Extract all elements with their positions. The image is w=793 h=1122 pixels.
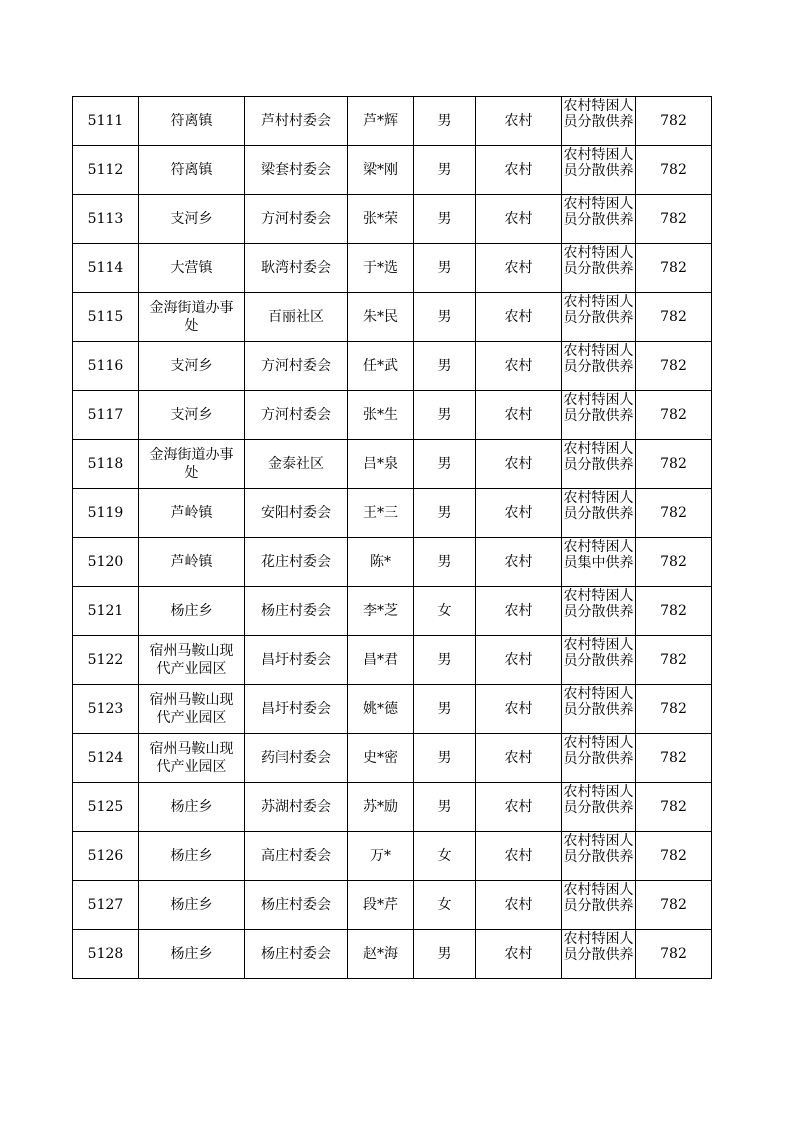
household-type-cell: 农村 <box>476 538 562 587</box>
gender-cell: 男 <box>414 146 476 195</box>
village-cell: 方河村委会 <box>245 195 348 244</box>
assistance-type-text: 农村特困人员分散供养 <box>563 685 634 718</box>
serial-number-cell: 5121 <box>73 587 139 636</box>
assistance-type-text: 农村特困人员分散供养 <box>563 489 634 522</box>
assistance-type-cell <box>562 146 636 195</box>
name-cell: 李*芝 <box>348 587 414 636</box>
table-row <box>73 685 712 734</box>
town-cell <box>139 391 245 440</box>
household-type-cell: 农村 <box>476 146 562 195</box>
gender-cell: 女 <box>414 832 476 881</box>
assistance-type-cell <box>562 538 636 587</box>
household-type-cell: 农村 <box>476 930 562 979</box>
village-cell: 药闫村委会 <box>245 734 348 783</box>
town-cell <box>139 244 245 293</box>
town-cell <box>139 342 245 391</box>
gender-cell: 男 <box>414 489 476 538</box>
amount-cell: 782 <box>636 146 712 195</box>
assistance-type-text: 农村特困人员分散供养 <box>563 342 634 375</box>
amount-cell: 782 <box>636 685 712 734</box>
assistance-type-cell <box>562 195 636 244</box>
village-cell: 金泰社区 <box>245 440 348 489</box>
table-row <box>73 930 712 979</box>
village-cell: 梁套村委会 <box>245 146 348 195</box>
town-cell <box>139 881 245 930</box>
table-row <box>73 783 712 832</box>
amount-cell: 782 <box>636 538 712 587</box>
table-row <box>73 195 712 244</box>
name-cell: 张*荣 <box>348 195 414 244</box>
town-text: 芦岭镇 <box>170 505 213 521</box>
table-row <box>73 538 712 587</box>
assistance-type-text: 农村特困人员分散供养 <box>563 734 634 767</box>
town-cell <box>139 146 245 195</box>
assistance-type-cell <box>562 783 636 832</box>
village-cell: 方河村委会 <box>245 342 348 391</box>
table-row <box>73 587 712 636</box>
name-cell: 王*三 <box>348 489 414 538</box>
household-type-cell: 农村 <box>476 734 562 783</box>
assistance-type-text: 农村特困人员分散供养 <box>563 832 634 865</box>
town-cell <box>139 489 245 538</box>
town-text: 杨庄乡 <box>170 897 213 913</box>
serial-number-cell: 5125 <box>73 783 139 832</box>
gender-cell: 男 <box>414 391 476 440</box>
village-cell: 方河村委会 <box>245 391 348 440</box>
amount-cell: 782 <box>636 783 712 832</box>
village-cell: 芦村村委会 <box>245 97 348 146</box>
town-text: 杨庄乡 <box>170 799 213 815</box>
household-type-cell: 农村 <box>476 244 562 293</box>
amount-cell: 782 <box>636 440 712 489</box>
gender-cell: 男 <box>414 685 476 734</box>
household-type-cell: 农村 <box>476 881 562 930</box>
town-text: 杨庄乡 <box>170 848 213 864</box>
amount-cell: 782 <box>636 195 712 244</box>
town-cell <box>139 587 245 636</box>
assistance-type-text: 农村特困人员分散供养 <box>563 881 634 914</box>
name-cell: 吕*泉 <box>348 440 414 489</box>
table-row <box>73 293 712 342</box>
serial-number-cell: 5123 <box>73 685 139 734</box>
assistance-type-cell <box>562 293 636 342</box>
town-text: 杨庄乡 <box>170 946 213 962</box>
town-text: 符离镇 <box>170 162 213 178</box>
amount-cell: 782 <box>636 489 712 538</box>
amount-cell: 782 <box>636 587 712 636</box>
recipient-table <box>72 96 712 979</box>
town-cell <box>139 636 245 685</box>
name-cell: 梁*刚 <box>348 146 414 195</box>
assistance-type-cell <box>562 587 636 636</box>
name-cell: 陈* <box>348 538 414 587</box>
town-text: 杨庄乡 <box>170 603 213 619</box>
serial-number-cell: 5112 <box>73 146 139 195</box>
town-text: 芦岭镇 <box>170 554 213 570</box>
gender-cell: 男 <box>414 734 476 783</box>
town-text: 大营镇 <box>170 260 213 276</box>
amount-cell: 782 <box>636 881 712 930</box>
assistance-type-cell <box>562 97 636 146</box>
village-cell: 耿湾村委会 <box>245 244 348 293</box>
name-cell: 昌*君 <box>348 636 414 685</box>
town-text: 支河乡 <box>170 211 213 227</box>
name-cell: 任*武 <box>348 342 414 391</box>
assistance-type-text: 农村特困人员分散供养 <box>563 391 634 424</box>
serial-number-cell: 5122 <box>73 636 139 685</box>
assistance-type-text: 农村特困人员分散供养 <box>563 195 634 228</box>
village-cell: 杨庄村委会 <box>245 930 348 979</box>
village-cell: 杨庄村委会 <box>245 881 348 930</box>
gender-cell: 男 <box>414 440 476 489</box>
gender-cell: 男 <box>414 930 476 979</box>
town-text: 支河乡 <box>170 358 213 374</box>
assistance-type-text: 农村特困人员集中供养 <box>563 538 634 571</box>
amount-cell: 782 <box>636 930 712 979</box>
assistance-type-cell <box>562 930 636 979</box>
gender-cell: 女 <box>414 881 476 930</box>
gender-cell: 女 <box>414 587 476 636</box>
serial-number-cell: 5128 <box>73 930 139 979</box>
assistance-type-cell <box>562 881 636 930</box>
name-cell: 于*选 <box>348 244 414 293</box>
table-row <box>73 881 712 930</box>
town-cell <box>139 734 245 783</box>
serial-number-cell: 5124 <box>73 734 139 783</box>
household-type-cell: 农村 <box>476 195 562 244</box>
name-cell: 史*密 <box>348 734 414 783</box>
village-cell: 百丽社区 <box>245 293 348 342</box>
town-cell <box>139 538 245 587</box>
village-cell: 花庄村委会 <box>245 538 348 587</box>
assistance-type-cell <box>562 734 636 783</box>
household-type-cell: 农村 <box>476 685 562 734</box>
assistance-type-cell <box>562 244 636 293</box>
serial-number-cell: 5115 <box>73 293 139 342</box>
assistance-type-cell <box>562 636 636 685</box>
assistance-type-cell <box>562 440 636 489</box>
name-cell: 朱*民 <box>348 293 414 342</box>
village-cell: 杨庄村委会 <box>245 587 348 636</box>
town-cell <box>139 440 245 489</box>
table-row <box>73 636 712 685</box>
name-cell: 段*芹 <box>348 881 414 930</box>
gender-cell: 男 <box>414 293 476 342</box>
assistance-type-text: 农村特困人员分散供养 <box>563 783 634 816</box>
table-row <box>73 342 712 391</box>
village-cell: 安阳村委会 <box>245 489 348 538</box>
household-type-cell: 农村 <box>476 832 562 881</box>
assistance-type-cell <box>562 832 636 881</box>
village-cell: 苏湖村委会 <box>245 783 348 832</box>
town-text: 支河乡 <box>170 407 213 423</box>
assistance-type-cell <box>562 391 636 440</box>
assistance-type-text: 农村特困人员分散供养 <box>563 244 634 277</box>
gender-cell: 男 <box>414 783 476 832</box>
town-text: 宿州马鞍山现代产业园区 <box>149 692 234 726</box>
amount-cell: 782 <box>636 293 712 342</box>
amount-cell: 782 <box>636 97 712 146</box>
gender-cell: 男 <box>414 636 476 685</box>
table-row <box>73 244 712 293</box>
assistance-type-text: 农村特困人员分散供养 <box>563 930 634 963</box>
gender-cell: 男 <box>414 244 476 293</box>
name-cell: 苏*励 <box>348 783 414 832</box>
table-row <box>73 440 712 489</box>
amount-cell: 782 <box>636 832 712 881</box>
gender-cell: 男 <box>414 342 476 391</box>
town-cell <box>139 97 245 146</box>
amount-cell: 782 <box>636 734 712 783</box>
table-row <box>73 97 712 146</box>
household-type-cell: 农村 <box>476 783 562 832</box>
town-text: 符离镇 <box>170 113 213 129</box>
town-text: 宿州马鞍山现代产业园区 <box>149 741 234 775</box>
town-cell <box>139 832 245 881</box>
assistance-type-text: 农村特困人员分散供养 <box>563 293 634 326</box>
gender-cell: 男 <box>414 97 476 146</box>
household-type-cell: 农村 <box>476 97 562 146</box>
town-cell <box>139 685 245 734</box>
assistance-type-text: 农村特困人员分散供养 <box>563 97 634 130</box>
table-row <box>73 146 712 195</box>
table-row <box>73 832 712 881</box>
household-type-cell: 农村 <box>476 489 562 538</box>
serial-number-cell: 5114 <box>73 244 139 293</box>
gender-cell: 男 <box>414 538 476 587</box>
household-type-cell: 农村 <box>476 636 562 685</box>
serial-number-cell: 5116 <box>73 342 139 391</box>
amount-cell: 782 <box>636 342 712 391</box>
town-text: 金海街道办事处 <box>149 447 234 481</box>
household-type-cell: 农村 <box>476 342 562 391</box>
assistance-type-text: 农村特困人员分散供养 <box>563 636 634 669</box>
serial-number-cell: 5126 <box>73 832 139 881</box>
serial-number-cell: 5120 <box>73 538 139 587</box>
name-cell: 芦*辉 <box>348 97 414 146</box>
table-body <box>73 97 712 979</box>
name-cell: 姚*德 <box>348 685 414 734</box>
serial-number-cell: 5119 <box>73 489 139 538</box>
assistance-type-cell <box>562 685 636 734</box>
amount-cell: 782 <box>636 244 712 293</box>
household-type-cell: 农村 <box>476 293 562 342</box>
gender-cell: 男 <box>414 195 476 244</box>
household-type-cell: 农村 <box>476 587 562 636</box>
household-type-cell: 农村 <box>476 440 562 489</box>
table-row <box>73 391 712 440</box>
serial-number-cell: 5117 <box>73 391 139 440</box>
town-cell <box>139 293 245 342</box>
village-cell: 高庄村委会 <box>245 832 348 881</box>
serial-number-cell: 5113 <box>73 195 139 244</box>
town-text: 宿州马鞍山现代产业园区 <box>149 643 234 677</box>
village-cell: 昌圩村委会 <box>245 685 348 734</box>
name-cell: 赵*海 <box>348 930 414 979</box>
assistance-type-text: 农村特困人员分散供养 <box>563 587 634 620</box>
town-text: 金海街道办事处 <box>149 300 234 334</box>
name-cell: 张*生 <box>348 391 414 440</box>
amount-cell: 782 <box>636 636 712 685</box>
town-cell <box>139 783 245 832</box>
table-row <box>73 734 712 783</box>
name-cell: 万* <box>348 832 414 881</box>
serial-number-cell: 5118 <box>73 440 139 489</box>
amount-cell: 782 <box>636 391 712 440</box>
assistance-type-text: 农村特困人员分散供养 <box>563 146 634 179</box>
village-cell: 昌圩村委会 <box>245 636 348 685</box>
table-row <box>73 489 712 538</box>
town-cell <box>139 195 245 244</box>
assistance-type-cell <box>562 489 636 538</box>
town-cell <box>139 930 245 979</box>
assistance-type-cell <box>562 342 636 391</box>
serial-number-cell: 5127 <box>73 881 139 930</box>
assistance-type-text: 农村特困人员分散供养 <box>563 440 634 473</box>
serial-number-cell: 5111 <box>73 97 139 146</box>
household-type-cell: 农村 <box>476 391 562 440</box>
